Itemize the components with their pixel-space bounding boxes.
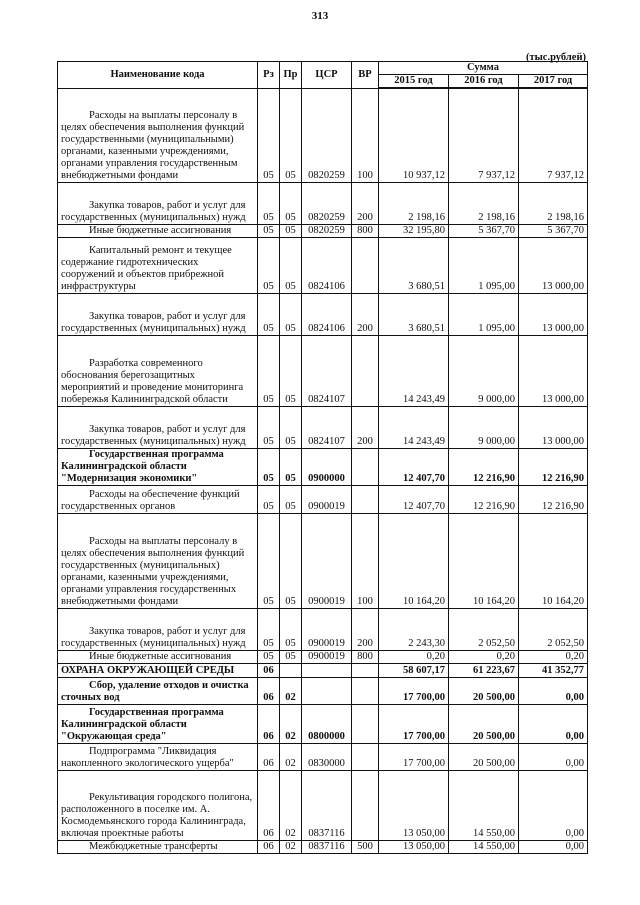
row-2017: 0,00 (519, 677, 588, 704)
row-rz: 06 (258, 704, 280, 743)
row-2017: 12 216,90 (519, 448, 588, 485)
row-2015: 3 680,51 (379, 293, 449, 335)
row-rz: 05 (258, 608, 280, 650)
row-2017: 0,00 (519, 704, 588, 743)
row-csr (302, 663, 352, 677)
row-2015: 13 050,00 (379, 770, 449, 840)
row-2016: 20 500,00 (449, 677, 519, 704)
row-name: Межбюджетные трансферты (58, 840, 258, 853)
row-name: Рекультивация городского полигона, расположенного в поселке им. А. Космодемьянского города Калининграда, включая проектные работы (58, 770, 258, 840)
row-rz: 06 (258, 663, 280, 677)
table-row (58, 182, 588, 224)
row-vr: 100 (352, 513, 379, 608)
row-pr: 05 (280, 608, 302, 650)
row-2015: 13 050,00 (379, 840, 449, 853)
row-pr: 05 (280, 448, 302, 485)
row-csr: 0820259 (302, 224, 352, 237)
row-2017: 2 052,50 (519, 608, 588, 650)
table-row (58, 743, 588, 770)
row-pr: 05 (280, 293, 302, 335)
row-vr: 200 (352, 406, 379, 448)
header-csr: ЦСР (302, 62, 352, 89)
row-rz: 06 (258, 770, 280, 840)
row-rz: 05 (258, 513, 280, 608)
row-vr: 200 (352, 608, 379, 650)
row-2015: 3 680,51 (379, 237, 449, 293)
row-pr (280, 663, 302, 677)
row-name: Капитальный ремонт и текущее содержание гидротехнических сооружений и объектов прибрежной инфраструктуры (58, 237, 258, 293)
row-vr (352, 335, 379, 406)
row-2017: 10 164,20 (519, 513, 588, 608)
header-vr: ВР (352, 62, 379, 89)
row-rz: 05 (258, 237, 280, 293)
row-2017: 5 367,70 (519, 224, 588, 237)
row-csr: 0830000 (302, 743, 352, 770)
table-row (58, 335, 588, 406)
row-name: Закупка товаров, работ и услуг для государственных (муниципальных) нужд (58, 293, 258, 335)
row-vr: 800 (352, 650, 379, 663)
row-csr: 0820259 (302, 88, 352, 182)
row-2015: 17 700,00 (379, 743, 449, 770)
row-name: Разработка современного обоснования берегозащитных мероприятий и проведение мониторинга побережья Калининградской области (58, 335, 258, 406)
row-rz: 06 (258, 840, 280, 853)
row-name: Закупка товаров, работ и услуг для государственных (муниципальных) нужд (58, 406, 258, 448)
row-csr (302, 677, 352, 704)
row-2015: 17 700,00 (379, 704, 449, 743)
row-name: Иные бюджетные ассигнования (58, 650, 258, 663)
row-2017: 2 198,16 (519, 182, 588, 224)
row-rz: 05 (258, 88, 280, 182)
row-csr: 0837116 (302, 770, 352, 840)
row-2015: 2 198,16 (379, 182, 449, 224)
table-row (58, 237, 588, 293)
row-pr: 02 (280, 840, 302, 853)
row-2017: 13 000,00 (519, 293, 588, 335)
row-csr: 0824106 (302, 293, 352, 335)
row-2016: 12 216,90 (449, 485, 519, 513)
row-csr: 0837116 (302, 840, 352, 853)
row-2015: 58 607,17 (379, 663, 449, 677)
table-row (58, 650, 588, 663)
row-2016: 14 550,00 (449, 840, 519, 853)
row-vr (352, 743, 379, 770)
table-row (58, 704, 588, 743)
row-name: Сбор, удаление отходов и очистка сточных вод (58, 677, 258, 704)
row-pr: 05 (280, 224, 302, 237)
row-2016: 9 000,00 (449, 335, 519, 406)
units-label: (тыс.рублей) (525, 52, 586, 63)
row-2017: 13 000,00 (519, 335, 588, 406)
row-2015: 32 195,80 (379, 224, 449, 237)
row-name: Расходы на обеспечение функций государственных органов (58, 485, 258, 513)
row-2016: 2 198,16 (449, 182, 519, 224)
table-row (58, 485, 588, 513)
table-row (58, 677, 588, 704)
table-row (58, 293, 588, 335)
row-pr: 05 (280, 237, 302, 293)
row-vr (352, 704, 379, 743)
row-vr (352, 237, 379, 293)
row-pr: 05 (280, 513, 302, 608)
header-pr: Пр (280, 62, 302, 89)
row-rz: 05 (258, 182, 280, 224)
row-csr: 0900019 (302, 608, 352, 650)
row-2017: 12 216,90 (519, 485, 588, 513)
row-2015: 12 407,70 (379, 485, 449, 513)
row-2016: 1 095,00 (449, 293, 519, 335)
row-2015: 12 407,70 (379, 448, 449, 485)
row-vr: 100 (352, 88, 379, 182)
row-2016: 2 052,50 (449, 608, 519, 650)
row-2015: 0,20 (379, 650, 449, 663)
row-2015: 10 937,12 (379, 88, 449, 182)
row-vr (352, 677, 379, 704)
row-name: Иные бюджетные ассигнования (58, 224, 258, 237)
row-2016: 7 937,12 (449, 88, 519, 182)
row-vr: 200 (352, 182, 379, 224)
row-2017: 0,00 (519, 743, 588, 770)
row-vr: 500 (352, 840, 379, 853)
row-name: Закупка товаров, работ и услуг для государственных (муниципальных) нужд (58, 182, 258, 224)
row-name: Подпрограмма "Ликвидация накопленного экологического ущерба" (58, 743, 258, 770)
row-2016: 12 216,90 (449, 448, 519, 485)
table-row (58, 770, 588, 840)
row-2017: 0,00 (519, 840, 588, 853)
row-rz: 06 (258, 677, 280, 704)
row-2015: 10 164,20 (379, 513, 449, 608)
table-row (58, 608, 588, 650)
row-2015: 2 243,30 (379, 608, 449, 650)
row-csr: 0900019 (302, 485, 352, 513)
row-csr: 0824106 (302, 237, 352, 293)
row-pr: 05 (280, 88, 302, 182)
row-csr: 0900019 (302, 513, 352, 608)
row-2017: 13 000,00 (519, 237, 588, 293)
row-pr: 02 (280, 743, 302, 770)
row-rz: 05 (258, 650, 280, 663)
row-vr (352, 770, 379, 840)
row-csr: 0800000 (302, 704, 352, 743)
row-pr: 02 (280, 770, 302, 840)
row-csr: 0900000 (302, 448, 352, 485)
row-rz: 05 (258, 293, 280, 335)
row-pr: 05 (280, 650, 302, 663)
row-2015: 17 700,00 (379, 677, 449, 704)
table-row (58, 224, 588, 237)
row-vr (352, 448, 379, 485)
row-rz: 05 (258, 224, 280, 237)
table-row (58, 88, 588, 182)
row-vr: 200 (352, 293, 379, 335)
header-name: Наименование кода (58, 62, 258, 89)
row-name: Расходы на выплаты персоналу в целях обеспечения выполнения функций государственными (муниципальными) органами, казенными учреждениями, органами управления государственным внебюджетными фондами (58, 88, 258, 182)
row-2016: 20 500,00 (449, 743, 519, 770)
header-2016: 2016 год (449, 75, 519, 89)
header-rz: Рз (258, 62, 280, 89)
row-csr: 0824107 (302, 335, 352, 406)
row-2016: 61 223,67 (449, 663, 519, 677)
row-name: Государственная программа Калининградской области "Модернизация экономики" (58, 448, 258, 485)
row-rz: 05 (258, 335, 280, 406)
row-csr: 0820259 (302, 182, 352, 224)
row-2017: 0,00 (519, 770, 588, 840)
row-pr: 05 (280, 406, 302, 448)
table-row (58, 513, 588, 608)
row-2017: 0,20 (519, 650, 588, 663)
row-2016: 5 367,70 (449, 224, 519, 237)
row-pr: 02 (280, 677, 302, 704)
row-2016: 14 550,00 (449, 770, 519, 840)
row-rz: 06 (258, 743, 280, 770)
row-2015: 14 243,49 (379, 406, 449, 448)
row-2015: 14 243,49 (379, 335, 449, 406)
row-2017: 41 352,77 (519, 663, 588, 677)
header-2015: 2015 год (379, 75, 449, 89)
row-pr: 05 (280, 335, 302, 406)
table-row (58, 663, 588, 677)
row-2016: 0,20 (449, 650, 519, 663)
row-2017: 7 937,12 (519, 88, 588, 182)
table-row (58, 406, 588, 448)
row-pr: 05 (280, 485, 302, 513)
row-pr: 02 (280, 704, 302, 743)
table-row (58, 840, 588, 853)
table-row (58, 448, 588, 485)
row-name: Закупка товаров, работ и услуг для государственных (муниципальных) нужд (58, 608, 258, 650)
row-vr: 800 (352, 224, 379, 237)
row-rz: 05 (258, 406, 280, 448)
row-rz: 05 (258, 485, 280, 513)
row-vr (352, 485, 379, 513)
row-vr (352, 663, 379, 677)
row-2016: 1 095,00 (449, 237, 519, 293)
row-2016: 9 000,00 (449, 406, 519, 448)
row-name: Государственная программа Калининградской области "Окружающая среда" (58, 704, 258, 743)
row-csr: 0900019 (302, 650, 352, 663)
header-2017: 2017 год (519, 75, 588, 89)
row-2016: 10 164,20 (449, 513, 519, 608)
header-sum: Сумма (379, 62, 588, 75)
row-2017: 13 000,00 (519, 406, 588, 448)
row-pr: 05 (280, 182, 302, 224)
row-2016: 20 500,00 (449, 704, 519, 743)
row-csr: 0824107 (302, 406, 352, 448)
row-rz: 05 (258, 448, 280, 485)
row-name: ОХРАНА ОКРУЖАЮЩЕЙ СРЕДЫ (58, 663, 258, 677)
page-number: 313 (311, 10, 329, 22)
budget-table (57, 61, 588, 854)
row-name: Расходы на выплаты персоналу в целях обеспечения выполнения функций государственных (муниципальных) органами, казенными учреждениями, органами управления государственных внебюджетными фондами (58, 513, 258, 608)
